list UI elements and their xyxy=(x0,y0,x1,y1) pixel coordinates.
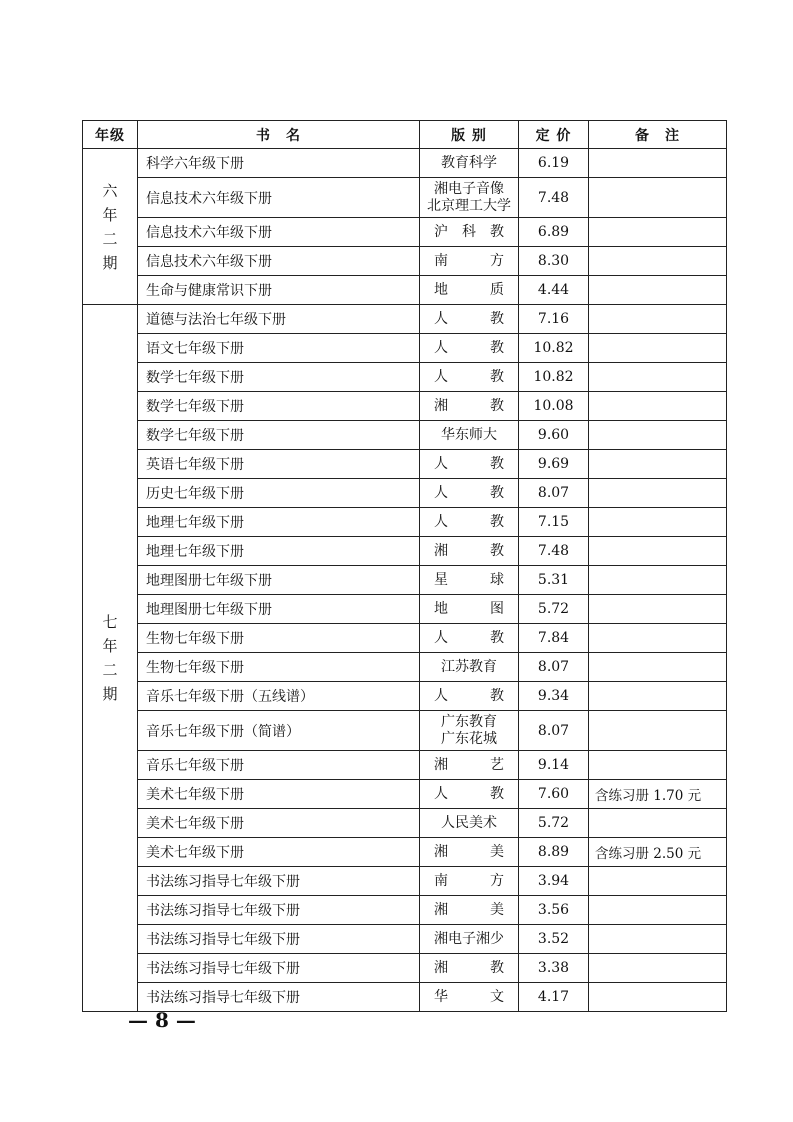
note-cell xyxy=(589,305,727,334)
book-title-cell: 数学七年级下册 xyxy=(138,392,420,421)
note-cell xyxy=(589,334,727,363)
note-cell xyxy=(589,421,727,450)
publisher-cell xyxy=(420,896,519,925)
textbook-price-table xyxy=(82,120,727,1012)
grade-char: 二 xyxy=(102,661,118,679)
table-row xyxy=(83,624,727,653)
publisher-line: 湘 美 xyxy=(434,843,504,860)
publisher-line: 地 图 xyxy=(434,600,504,617)
book-title-cell: 地理图册七年级下册 xyxy=(138,595,420,624)
header-price: 定 价 xyxy=(519,121,589,149)
book-title-cell: 书法练习指导七年级下册 xyxy=(138,954,420,983)
publisher-cell xyxy=(420,479,519,508)
publisher-line: 人 教 xyxy=(434,513,504,530)
note-cell xyxy=(589,392,727,421)
book-title-cell: 书法练习指导七年级下册 xyxy=(138,983,420,1012)
header-publisher: 版 别 xyxy=(420,121,519,149)
book-title-cell: 信息技术六年级下册 xyxy=(138,247,420,276)
note-cell xyxy=(589,479,727,508)
price-cell: 8.30 xyxy=(519,247,589,276)
book-title-cell: 生物七年级下册 xyxy=(138,653,420,682)
price-cell: 9.34 xyxy=(519,682,589,711)
price-cell: 8.07 xyxy=(519,479,589,508)
table-row xyxy=(83,247,727,276)
publisher-line: 广东教育 xyxy=(441,713,497,730)
note-cell xyxy=(589,363,727,392)
book-title-cell: 书法练习指导七年级下册 xyxy=(138,896,420,925)
note-cell xyxy=(589,624,727,653)
price-cell: 10.82 xyxy=(519,334,589,363)
book-title-cell: 地理七年级下册 xyxy=(138,537,420,566)
note-cell xyxy=(589,595,727,624)
header-note: 备 注 xyxy=(589,121,727,149)
publisher-line: 人 教 xyxy=(434,455,504,472)
book-title-cell: 信息技术六年级下册 xyxy=(138,218,420,247)
publisher-cell xyxy=(420,508,519,537)
grade-char: 期 xyxy=(102,253,118,272)
publisher-cell xyxy=(420,682,519,711)
price-cell: 3.56 xyxy=(519,896,589,925)
publisher-cell xyxy=(420,925,519,954)
book-title-cell: 生物七年级下册 xyxy=(138,624,420,653)
publisher-cell xyxy=(420,751,519,780)
publisher-cell xyxy=(420,247,519,276)
note-cell: 含练习册 2.50 元 xyxy=(589,838,727,867)
publisher-line: 南 方 xyxy=(434,872,504,889)
book-title-cell: 音乐七年级下册（五线谱） xyxy=(138,682,420,711)
price-cell: 4.17 xyxy=(519,983,589,1012)
note-cell xyxy=(589,983,727,1012)
header-grade: 年级 xyxy=(83,121,138,149)
price-cell: 5.72 xyxy=(519,595,589,624)
publisher-line: 沪 科 教 xyxy=(434,223,504,240)
price-cell: 3.38 xyxy=(519,954,589,983)
grade-char: 期 xyxy=(102,685,118,703)
book-title-cell: 地理图册七年级下册 xyxy=(138,566,420,595)
price-cell: 7.48 xyxy=(519,537,589,566)
note-cell xyxy=(589,276,727,305)
page-number: — 8 — xyxy=(128,1008,196,1032)
table-body xyxy=(83,149,727,1012)
note-cell xyxy=(589,566,727,595)
note-cell xyxy=(589,149,727,178)
publisher-cell xyxy=(420,363,519,392)
table-row xyxy=(83,392,727,421)
publisher-line: 人 教 xyxy=(434,310,504,327)
price-cell: 7.60 xyxy=(519,780,589,809)
publisher-line: 湘 艺 xyxy=(434,756,504,773)
book-title-cell: 美术七年级下册 xyxy=(138,780,420,809)
note-cell xyxy=(589,954,727,983)
grade-cell xyxy=(83,149,138,305)
publisher-cell xyxy=(420,537,519,566)
price-cell: 9.60 xyxy=(519,421,589,450)
book-title-cell: 语文七年级下册 xyxy=(138,334,420,363)
note-cell xyxy=(589,247,727,276)
note-cell xyxy=(589,711,727,751)
table-row xyxy=(83,421,727,450)
publisher-line: 人民美术 xyxy=(441,814,497,831)
publisher-cell xyxy=(420,178,519,218)
grade-char: 七 xyxy=(102,613,118,631)
table-row xyxy=(83,305,727,334)
book-title-cell: 生命与健康常识下册 xyxy=(138,276,420,305)
table-row xyxy=(83,925,727,954)
publisher-line: 北京理工大学 xyxy=(427,197,511,214)
table-row xyxy=(83,838,727,867)
price-cell: 10.08 xyxy=(519,392,589,421)
publisher-line: 广东花城 xyxy=(441,730,497,747)
publisher-cell xyxy=(420,809,519,838)
table-row xyxy=(83,896,727,925)
price-cell: 9.69 xyxy=(519,450,589,479)
publisher-cell xyxy=(420,149,519,178)
note-cell xyxy=(589,178,727,218)
publisher-cell xyxy=(420,653,519,682)
publisher-cell xyxy=(420,276,519,305)
publisher-line: 江苏教育 xyxy=(441,658,497,675)
note-cell xyxy=(589,751,727,780)
table-row xyxy=(83,276,727,305)
publisher-cell xyxy=(420,838,519,867)
book-title-cell: 地理七年级下册 xyxy=(138,508,420,537)
book-title-cell: 历史七年级下册 xyxy=(138,479,420,508)
note-cell: 含练习册 1.70 元 xyxy=(589,780,727,809)
publisher-cell xyxy=(420,334,519,363)
publisher-line: 人 教 xyxy=(434,339,504,356)
table-header-row xyxy=(83,121,727,149)
note-cell xyxy=(589,653,727,682)
publisher-line: 湘 教 xyxy=(434,542,504,559)
table-row xyxy=(83,218,727,247)
publisher-line: 地 质 xyxy=(434,281,504,298)
table-row xyxy=(83,954,727,983)
publisher-cell xyxy=(420,983,519,1012)
price-cell: 5.31 xyxy=(519,566,589,595)
table-row xyxy=(83,450,727,479)
grade-cell xyxy=(83,305,138,1012)
publisher-cell xyxy=(420,954,519,983)
price-cell: 5.72 xyxy=(519,809,589,838)
note-cell xyxy=(589,867,727,896)
book-title-cell: 英语七年级下册 xyxy=(138,450,420,479)
table-row xyxy=(83,149,727,178)
table-row xyxy=(83,653,727,682)
publisher-line: 星 球 xyxy=(434,571,504,588)
publisher-cell xyxy=(420,624,519,653)
price-cell: 7.15 xyxy=(519,508,589,537)
table-row xyxy=(83,595,727,624)
price-cell: 8.07 xyxy=(519,711,589,751)
note-cell xyxy=(589,925,727,954)
book-title-cell: 美术七年级下册 xyxy=(138,838,420,867)
table-row xyxy=(83,780,727,809)
publisher-cell xyxy=(420,218,519,247)
table-row xyxy=(83,867,727,896)
note-cell xyxy=(589,896,727,925)
publisher-line: 华 文 xyxy=(434,988,504,1005)
publisher-line: 湘 教 xyxy=(434,397,504,414)
book-title-cell: 音乐七年级下册 xyxy=(138,751,420,780)
publisher-cell xyxy=(420,711,519,751)
table-row xyxy=(83,682,727,711)
publisher-line: 人 教 xyxy=(434,687,504,704)
note-cell xyxy=(589,508,727,537)
grade-char: 年 xyxy=(102,637,118,655)
publisher-line: 南 方 xyxy=(434,252,504,269)
table-row xyxy=(83,751,727,780)
publisher-line: 人 教 xyxy=(434,484,504,501)
table-row xyxy=(83,809,727,838)
publisher-cell xyxy=(420,867,519,896)
price-cell: 10.82 xyxy=(519,363,589,392)
table-row xyxy=(83,537,727,566)
publisher-cell xyxy=(420,780,519,809)
publisher-cell xyxy=(420,392,519,421)
table-row xyxy=(83,334,727,363)
publisher-cell xyxy=(420,305,519,334)
publisher-line: 湘电子音像 xyxy=(434,180,504,197)
price-cell: 3.52 xyxy=(519,925,589,954)
publisher-cell xyxy=(420,595,519,624)
table-row xyxy=(83,178,727,218)
book-title-cell: 美术七年级下册 xyxy=(138,809,420,838)
book-title-cell: 科学六年级下册 xyxy=(138,149,420,178)
grade-char: 二 xyxy=(102,229,118,248)
book-title-cell: 道德与法治七年级下册 xyxy=(138,305,420,334)
table-row xyxy=(83,508,727,537)
note-cell xyxy=(589,450,727,479)
note-cell xyxy=(589,218,727,247)
note-cell xyxy=(589,682,727,711)
table-row xyxy=(83,479,727,508)
price-cell: 7.16 xyxy=(519,305,589,334)
header-title: 书 名 xyxy=(138,121,420,149)
price-cell: 6.89 xyxy=(519,218,589,247)
table-row xyxy=(83,566,727,595)
price-cell: 8.07 xyxy=(519,653,589,682)
publisher-line: 湘 美 xyxy=(434,901,504,918)
grade-char: 年 xyxy=(102,205,118,224)
publisher-line: 人 教 xyxy=(434,785,504,802)
publisher-cell xyxy=(420,566,519,595)
price-cell: 9.14 xyxy=(519,751,589,780)
publisher-line: 华东师大 xyxy=(441,426,497,443)
price-cell: 7.84 xyxy=(519,624,589,653)
publisher-line: 人 教 xyxy=(434,629,504,646)
note-cell xyxy=(589,809,727,838)
book-title-cell: 数学七年级下册 xyxy=(138,421,420,450)
publisher-line: 湘电子湘少 xyxy=(434,930,504,947)
book-title-cell: 数学七年级下册 xyxy=(138,363,420,392)
price-cell: 3.94 xyxy=(519,867,589,896)
publisher-line: 湘 教 xyxy=(434,959,504,976)
note-cell xyxy=(589,537,727,566)
price-cell: 8.89 xyxy=(519,838,589,867)
price-cell: 7.48 xyxy=(519,178,589,218)
grade-char: 六 xyxy=(102,181,118,200)
publisher-line: 人 教 xyxy=(434,368,504,385)
book-title-cell: 书法练习指导七年级下册 xyxy=(138,925,420,954)
book-title-cell: 信息技术六年级下册 xyxy=(138,178,420,218)
publisher-cell xyxy=(420,421,519,450)
publisher-line: 教育科学 xyxy=(441,154,497,171)
table-row xyxy=(83,711,727,751)
book-title-cell: 音乐七年级下册（简谱） xyxy=(138,711,420,751)
table-row xyxy=(83,363,727,392)
price-cell: 6.19 xyxy=(519,149,589,178)
book-title-cell: 书法练习指导七年级下册 xyxy=(138,867,420,896)
price-cell: 4.44 xyxy=(519,276,589,305)
publisher-cell xyxy=(420,450,519,479)
